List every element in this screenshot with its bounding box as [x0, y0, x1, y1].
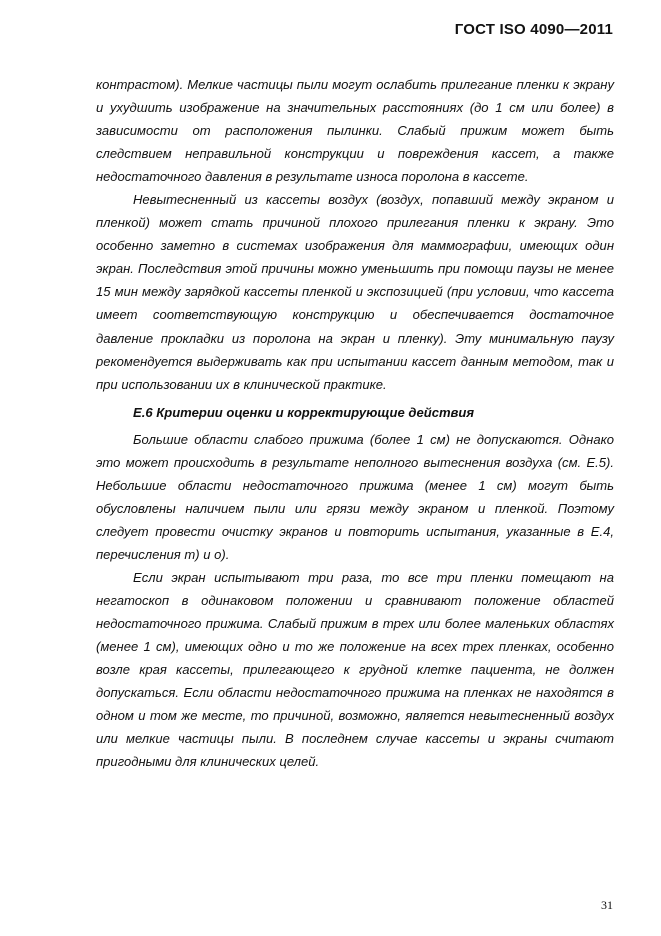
page-number: 31: [601, 898, 613, 912]
paragraph-criteria: Большие области слабого прижима (более 1 см) не допускаются. Однако это может происходить в результате неполного вытеснения воздуха (см. Е.5). Небольшие области недостаточного прижима (менее 1 см) могут быть обусловлены наличием пыли или грязи между экраном и пленкой. Поэтому следует провести очистку экранов и повторить испытания, указанные в Е.4, перечисления m) и о).: [96, 431, 614, 562]
paragraph-air-trapped: Невытесненный из кассеты воздух (воздух, попавший между экраном и пленкой) может стать причиной плохого прилегания пленки к экрану. Это особенно заметно в системах изображения для маммографии, имеющих один экран. Последствия этой причины можно уменьшить при помощи паузы не менее 15 мин между зарядкой кассеты пленкой и экспозицией (при условии, что кассета имеет соответствующую конструкцию и обеспечивается достаточное давление прокладки из поролона на экран и пленку). Эту минимальную паузу рекомендуется выдерживать как при испытании кассет данным методом, так и при использовании их в клинической практике.: [96, 192, 614, 392]
standard-header: ГОСТ ISO 4090—2011: [454, 21, 613, 38]
document-body: [96, 73, 614, 773]
paragraph-triple-test: Если экран испытывают три раза, то все три пленки помещают на негатоскоп в одинаковом положении и сравнивают положение областей недостаточного прижима. Слабый прижим в трех или более маленьких областях (менее 1 см), имеющих одно и то же положение на всех трех пленках, особенно возле края кассеты, прилегающего к грудной клетке пациента, не должен допускаться. Если области недостаточного прижима на пленках не находятся в одном и том же месте, то причиной, возможно, является невытесненный воздух или мелкие частицы пыли. В последнем случае кассеты и экраны считают пригодными для клинических целей.: [96, 569, 614, 770]
section-title-e6: Е.6 Критерии оценки и корректирующие действия: [133, 404, 475, 420]
paragraph-continuation: контрастом). Мелкие частицы пыли могут ослабить прилегание пленки к экрану и ухудшить изображение на значительных расстояниях (до 1 см или более) в зависимости от расположения пылинки. Слабый прижим может быть следствием неправильной конструкции и повреждения кассет, а также недостаточного давления в результате износа поролона в кассете.: [96, 77, 614, 185]
